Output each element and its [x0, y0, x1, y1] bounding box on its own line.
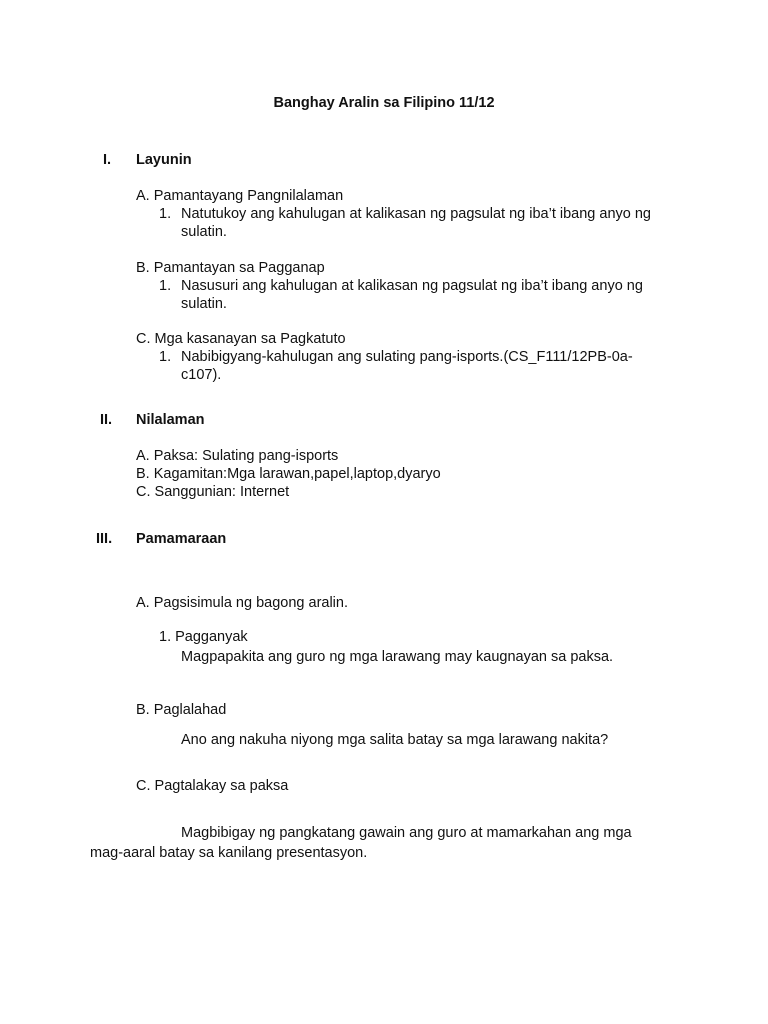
- list-item-text: Natutukoy ang kahulugan at kalikasan ng pagsulat ng iba’t ibang anyo ng: [181, 206, 651, 222]
- list-item-text: Nabibigyang-kahulugan ang sulating pang-isports.(CS_F111/12PB-0a-: [181, 349, 633, 365]
- step-c-text-continued: mag-aaral batay sa kanilang presentasyon.: [90, 845, 368, 861]
- step-b-label: B. Paglalahad: [136, 702, 227, 718]
- section-3-numeral: III.: [96, 531, 113, 547]
- subsection-c-label: C. Mga kasanayan sa Pagkatuto: [136, 331, 346, 347]
- step-c-text: Magbibigay ng pangkatang gawain ang guro at mamarkahan ang mga: [181, 825, 632, 841]
- step-a-sub-text: Magpapakita ang guro ng mga larawang may kaugnayan sa paksa.: [181, 649, 614, 665]
- subsection-a-label: A. Pamantayang Pangnilalaman: [136, 188, 344, 204]
- step-c-label: C. Pagtalakay sa paksa: [136, 778, 289, 794]
- list-item-text-continued: sulatin.: [181, 224, 227, 240]
- section-1-numeral: I.: [103, 152, 112, 168]
- list-item-number: 1.: [159, 278, 172, 294]
- step-a-sub-label: 1. Pagganyak: [159, 629, 248, 645]
- list-item: A. Paksa: Sulating pang-isports: [136, 448, 339, 464]
- list-item: B. Kagamitan:Mga larawan,papel,laptop,dyaryo: [136, 466, 441, 482]
- subsection-b-label: B. Pamantayan sa Pagganap: [136, 260, 325, 276]
- section-2-heading: Nilalaman: [136, 412, 205, 428]
- list-item-number: 1.: [159, 349, 172, 365]
- step-a-label: A. Pagsisimula ng bagong aralin.: [136, 595, 348, 611]
- list-item: C. Sanggunian: Internet: [136, 484, 290, 500]
- list-item-text-continued: c107).: [181, 367, 222, 383]
- section-3-heading: Pamamaraan: [136, 531, 227, 547]
- document-title: Banghay Aralin sa Filipino 11/12: [273, 95, 495, 111]
- section-1-heading: Layunin: [136, 152, 192, 168]
- list-item-number: 1.: [159, 206, 172, 222]
- list-item-text: Nasusuri ang kahulugan at kalikasan ng pagsulat ng iba’t ibang anyo ng: [181, 278, 643, 294]
- step-b-text: Ano ang nakuha niyong mga salita batay sa mga larawang nakita?: [181, 732, 609, 748]
- section-2-numeral: II.: [100, 412, 113, 428]
- list-item-text-continued: sulatin.: [181, 296, 227, 312]
